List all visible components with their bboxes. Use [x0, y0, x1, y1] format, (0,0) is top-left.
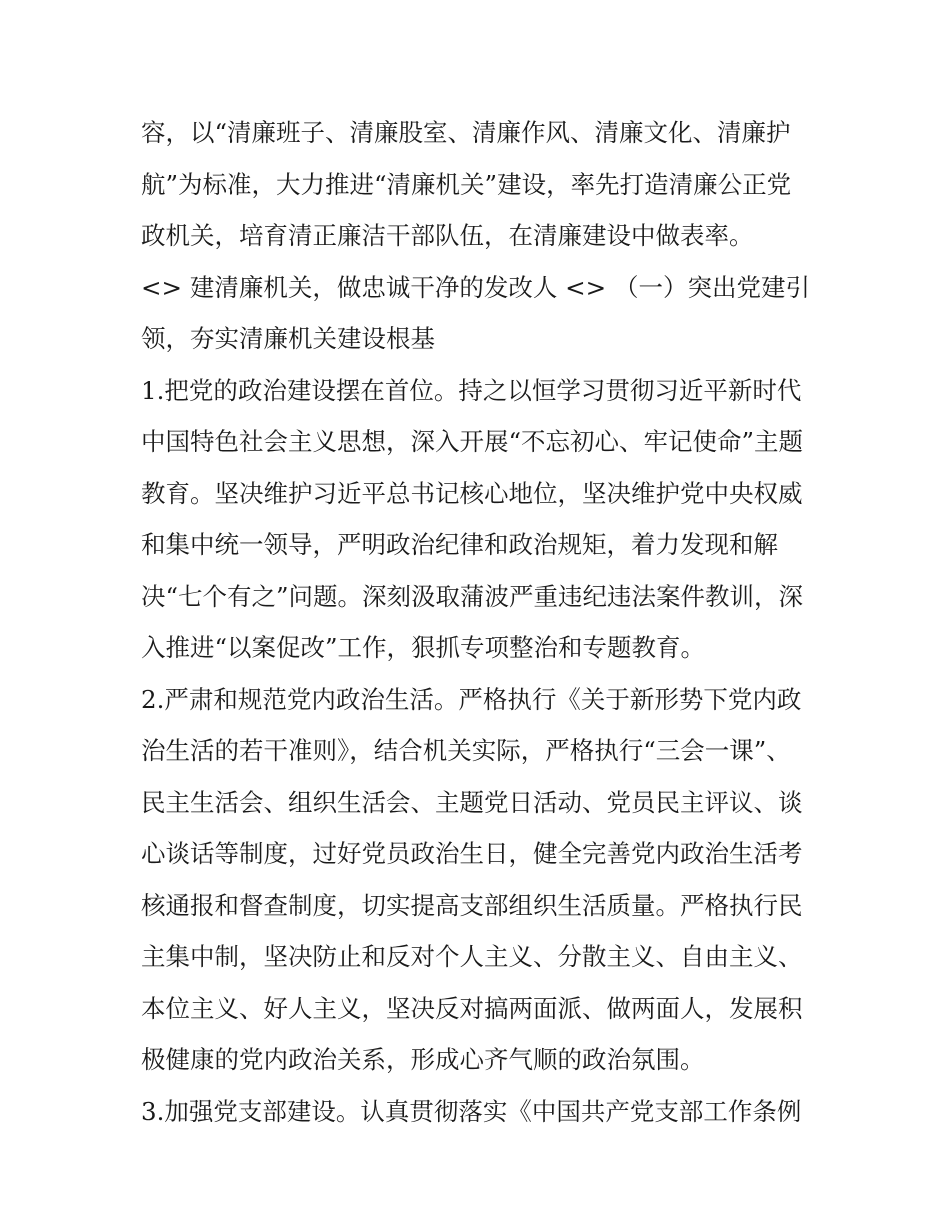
text-line: 入推进“以案促改”工作，狠抓专项整治和专题教育。	[141, 633, 706, 662]
item-3-line: 3.加强党支部建设。认真贯彻落实《中国共产党支部工作条例	[141, 1096, 802, 1126]
text-line: 中国特色社会主义思想，深入开展“不忘初心、牢记使命”主题	[141, 427, 804, 456]
text-line: 教育。坚决维护习近平总书记核心地位，坚决维护党中央权威	[141, 478, 803, 508]
text-line: 和集中统一领导，严明政治纪律和政治规矩，着力发现和解	[141, 530, 778, 559]
text-line: 本位主义、好人主义，坚决反对搞两面派、做两面人，发展积	[141, 993, 803, 1023]
text-line: 核通报和督查制度，切实提高支部组织生活质量。严格执行民	[141, 890, 803, 920]
document-body	[141, 107, 821, 1137]
text-line: 民主生活会、组织生活会、主题党日活动、党员民主评议、谈	[141, 787, 803, 817]
text-line: 极健康的党内政治关系，形成心齐气顺的政治氛围。	[141, 1045, 705, 1074]
item-1-line: 1.把党的政治建设摆在首位。持之以恒学习贯彻习近平新时代	[141, 375, 802, 405]
text-line: 容，以“清廉班子、清廉股室、清廉作风、清廉文化、清廉护	[141, 118, 791, 147]
text-line: 政机关，培育清正廉洁干部队伍，在清廉建设中做表率。	[141, 221, 754, 250]
section-heading-line: 领，夯实清廉机关建设根基	[141, 324, 435, 353]
text-line: 主集中制，坚决防止和反对个人主义、分散主义、自由主义、	[141, 942, 803, 971]
item-2-line: 2.严肃和规范党内政治生活。严格执行《关于新形势下党内政	[141, 684, 802, 714]
section-heading-line: <> 建清廉机关，做忠诚干净的发改人 <> （一）突出党建引	[141, 272, 810, 302]
text-line: 航”为标准，大力推进“清廉机关”建设，率先打造清廉公正党	[141, 169, 792, 199]
text-line: 治生活的若干准则》，结合机关实际，严格执行“三会一课”、	[141, 736, 791, 765]
text-line: 心谈话等制度，过好党员政治生日，健全完善党内政治生活考	[141, 839, 803, 868]
text-line: 决“七个有之”问题。深刻汲取蒲波严重违纪违法案件教训，深	[141, 581, 804, 611]
